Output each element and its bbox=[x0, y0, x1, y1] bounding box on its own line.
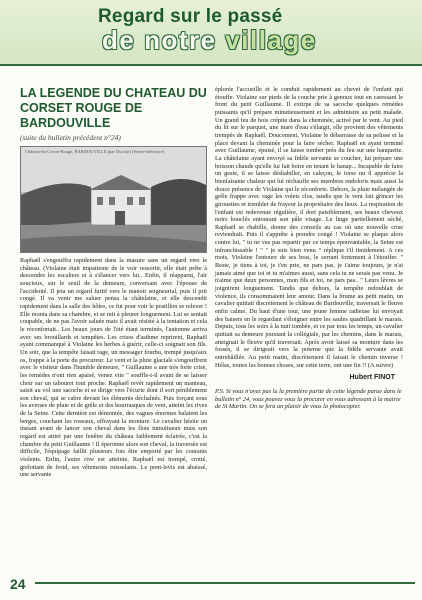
author-signature: Hubert FINOT bbox=[349, 374, 395, 382]
header-title-part-b: village bbox=[225, 25, 317, 55]
chateau-photo bbox=[20, 146, 207, 253]
article-subtitle: (suite du bulletin précédent n°24) bbox=[20, 133, 121, 142]
photo-caption: Château-du-Corset-Rouge, BARDOUVILLE (par Duclair) (Seine-Inférieure) bbox=[25, 149, 165, 154]
header-title-line2 bbox=[102, 25, 317, 56]
header-title-part-a: de notre bbox=[102, 25, 226, 55]
article-text-right: éplorée l'accueille et le conduit rapidement au chevet de l'enfant qui étouffe. Violaine sur pieds de la couche prie à genoux tout en caressant le front du petit Guillaume. Il extirpe de sa sacoche quelques remèdes puissants qu'il prépare minutieusement et les administre au petit malade. Un grand feu de bois crépite dans la cheminée, activé par le vent. Au pied du lit sur le parquet, une mare d'eau s'élargit, elle provient des vêtements trempés de Raphaël. Doucement, Violaine le débarrasse de sa pelisse et la place devant la cheminée pour la faire sécher. Raphaël en ayant terminé avec Guillaume, épuisé, il se laisse tomber près du feu sur une banquette. La châtelaine ayant envoyé sa fidèle servante se coucher, lui prépare une boisson chaude qu'elle lui fait boire en tenant le hanap... Incapable de faire un geste, il se laisse déshabiller, en caleçon, le torse nu il apprécie la bienfaisante chaleur qui lui réchauffe ses membres endoloris mais aussi la douce présence de Violaine qui le réconforte. Dehors, la pluie mélangée de grêle frappe avec rage les volets clos, tandis que le vent fait grincer les girouettes et trembler de frayeur la propriétaire des lieux. La respiration de l'enfant est redevenue régulière, il dort paisiblement, ses beaux cheveux noirs bouclés entourant son pâle visage. Le linge partiellement séché, Raphaël se rhabille, donne des conseils au cas où une nouvelle crise reviendrait. Puis il s'apprête à prendre congé ! Violaine se plaque alors contre lui, " tu ne vas pas repartir par ce temps épouvantable, la Seine est infranchissable ! " " je suis bien venu " réplique t'il timidement. A ces mots, Violaine l'entoure de ses bras, le serrant fortement à l'étouffer. " Reste, je tiens à toi, je t'en prie, ne pars pas, je t'aime toujours, je n'ai jamais aimé que toi et tu m'aimes aussi, sans cela tu ne serais pas venu. Je n'aime que deux personnes, mon fils et toi, ne pars pas.. " Leurs lèvres se joignirent longuement. Tandis que dehors, la tempête redoublait de violence, ils consommaient leur amour. Dans la brume au petit matin, un cavalier quittait discrètement le château de Bardouville, traversait le fleuve enfin calme. Du haut d'une tour, une jeune femme radieuse lui envoyait des baisers en le regardant s'éloigner entre les saules quadrillant le marais. Depuis, tous les soirs à la nuit tombée, et ce par tous les temps, un cavalier quittait sa demeure jouxtant la collégiale, par les chemins, dans le marais, atteignait le fleuve qu'il traversait. Après avoir laissé sa monture dans les fossés, il se dirigeait vers la poterne que la fidèle servante avait entrebâillée. Au petit matin, discrètement il faisait le chemin inverse ! Hélas, toutes les bonnes choses, sur cette terre, ont une fin !! (A suivre) bbox=[215, 86, 403, 369]
right-column bbox=[215, 86, 403, 411]
footer-rule bbox=[35, 582, 415, 584]
article-text-left: Raphaël s'engouffra rapidement dans la masure sans un regard vers le château. (Violaine était impatiente de le voir ressortir, elle était prête à descendre les escaliers et à s'élancer vers lui.. Enfin, il réapparut, l'air soucieux, sur le seuil de la demeure, conversant avec l'épouse de l'accidenté. Il jeta un regard furtif vers le manoir seigneurial, puis il prit congé. Il va venir me saluer pensa la châtelaine, et elle descendit rapidement dans la salle des hôtes, ce fut pour voir le postillon se relever ! Elle monta dans sa chambre, et se mit à pleurer longuement. Lui se sentait coupable, de ne pas l'avoir saluée mais il avait résisté à la tentation et cela le réconfortait.. Les beaux jours de l'été étant terminés, l'automne arriva avec ses brouillards et tempêtes. Les crises d'asthme reprirent, Raphaël ayant commanqué à Violaine les herbes à guérir, celle-ci soignait son fils. Un soir, que la tempête faisait rage, un messager fourbu, trempé jusqu'aux os, frappe à la porte du procureur. Le vent et la pluie glaciale s'engouffrent avec le visiteur dans l'humble demeure, " Guillaume a une très forte crise, les remèdes n'ont rien apaisé, venez vite " souffle-t-il avant de se laisser choir sur un tabouret tout proche. Raphaël revêt rapidement un manteau, saisit au vol une sacoche et se dirige vers l'écurie dont il sort péniblement son cheval, qui se cabre devant les éléments déchaînés. Puis forçant sous les averses de pluie et de grêle et des bourrasques de vent, atteint les rives de la Seine. Cette dernière est démontée, des vagues énormes balaient les berges, couchant les roseaux, effrayant la monture. Le cavalier hésite un instant avant de lancer son cheval dans les flots tumultueux mais son regard est attiré par une fenêtre du château faiblement éclairée, c'est la chambre du petit Guillaume ! Il éperonne alors son cheval, la traversée est difficile, l'équipage faillit plusieurs fois être emporté par les courants violents. Enfin, l'autre rive est atteinte, Raphaël est trempé, crotté, grelottant de froid, ses vêtements ruisselants. Le pont-levis est abaissé, une servante bbox=[20, 257, 207, 479]
postscript: P.S. Si vous n'avez pas lu la première partie de cette légende parue dans le bulletin n° 24, vous pouvez vous la procurer en vous adressant à la mairie de St Martin. On se fera un plaisir de vous la photocopier. bbox=[215, 388, 402, 411]
header-title-line1: Regard sur le passé bbox=[98, 6, 283, 27]
page-number: 24 bbox=[10, 576, 26, 592]
chateau-illustration bbox=[21, 147, 206, 252]
left-column bbox=[20, 86, 207, 479]
article-title: LA LEGENDE DU CHATEAU DU CORSET ROUGE DE BARDOUVILLE bbox=[20, 86, 207, 130]
page-header bbox=[0, 0, 422, 66]
